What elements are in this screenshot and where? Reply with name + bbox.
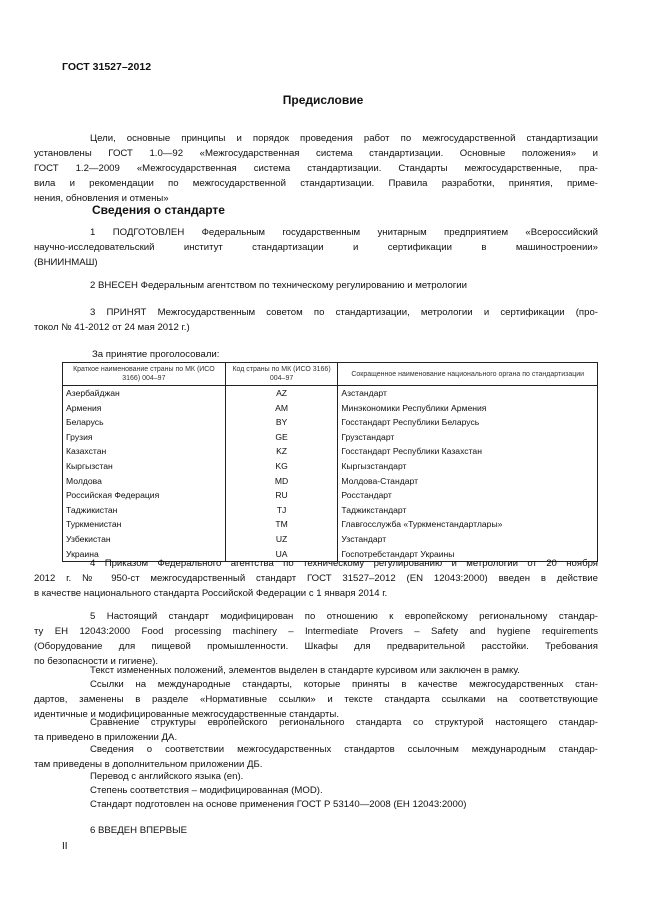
text-line: Стандарт подготовлен на основе применения ГОСТ Р 53140—2008 (ЕН 12043:2000)	[90, 799, 467, 810]
text-line: (ВНИИНМАШ)	[34, 257, 98, 268]
code-cell: KZ	[225, 444, 338, 459]
authority-cell: Грузстандарт	[338, 430, 598, 445]
item-5-comparison-paragraph	[34, 715, 598, 745]
country-cell: Кыргызстан	[63, 459, 226, 474]
country-cell: Узбекистан	[63, 532, 226, 547]
code-cell: KG	[225, 459, 338, 474]
country-cell: Туркменистан	[63, 517, 226, 532]
text-line: вила и рекомендации по межгосударственной стандартизации. Правила разработки, принятия, приме-	[34, 178, 598, 189]
authority-cell: Кыргызстандарт	[338, 459, 598, 474]
text-line: 2 ВНЕСЕН Федеральным агентством по техническому регулированию и метрологии	[90, 280, 468, 291]
text-line: Цели, основные принципы и порядок проведения работ по межгосударственной стандартизации	[90, 133, 598, 144]
table-row	[63, 401, 598, 416]
code-cell: MD	[225, 474, 338, 489]
item-6-paragraph	[62, 823, 598, 838]
item-2-paragraph	[62, 278, 598, 293]
text-line: в качестве национального стандарта Российской Федерации с 1 января 2014 г.	[34, 588, 388, 599]
text-line: токол № 41-2012 от 24 мая 2012 г.)	[34, 322, 190, 333]
text-line: там приведены в дополнительном приложении ДБ.	[34, 759, 263, 770]
text-line: 5 Настоящий стандарт модифицирован по отношению к европейскому региональному стандар-	[90, 611, 598, 622]
text-line: 4 Приказом Федерального агентства по техническому регулированию и метрологии от 20 ноября	[90, 558, 598, 569]
text-line: Сравнение структуры европейского регионального стандарта со структурой настоящего стандар-	[90, 717, 598, 728]
item-1-paragraph	[34, 225, 598, 270]
code-cell: BY	[225, 415, 338, 430]
item-5-basis-paragraph	[62, 797, 598, 812]
item-5-translation-paragraph	[62, 769, 598, 784]
code-cell: AM	[225, 401, 338, 416]
text-line: научно-исследовательский институт стандартизации и сертификации в машиностроении»	[34, 242, 598, 253]
text-line: 3 ПРИНЯТ Межгосударственным советом по стандартизации, метрологии и сертификации (про-	[90, 307, 598, 318]
country-cell: Российская Федерация	[63, 488, 226, 503]
document-header: ГОСТ 31527–2012	[62, 61, 152, 73]
text-line: ГОСТ 1.2—2009 «Межгосударственная система стандартизации. Стандарты межгосударственные, пра-	[34, 163, 598, 174]
authority-cell: Главгосслужба «Туркменстандартлары»	[338, 517, 598, 532]
code-cell: UZ	[225, 532, 338, 547]
authority-cell: Госстандарт Республики Казахстан	[338, 444, 598, 459]
country-cell: Таджикистан	[63, 503, 226, 518]
text-line: Ссылки на международные стандарты, которые приняты в качестве межгосударственных стан-	[90, 679, 598, 690]
header-code: Код страны по МК (ИСО 3166) 004–97	[225, 363, 338, 386]
text-line: та приведено в приложении ДА.	[34, 732, 178, 743]
authority-cell: Госстандарт Республики Беларусь	[338, 415, 598, 430]
header-authority: Сокращенное наименование национального органа по стандартизации	[338, 363, 598, 386]
item-5-paragraph	[34, 609, 598, 669]
authority-cell: Минэкономики Республики Армения	[338, 401, 598, 416]
text-line: дартов, заменены в разделе «Нормативные ссылки» и тексте стандарта ссылками на соответствующие	[34, 694, 598, 705]
text-line: ту ЕН 12043:2000 Food processing machinery – Intermediate Provers – Safety and hygiene requirements	[34, 626, 598, 637]
intro-paragraph	[34, 131, 598, 206]
country-cell: Армения	[63, 401, 226, 416]
country-cell: Казахстан	[63, 444, 226, 459]
table-body	[63, 386, 598, 562]
authority-cell: Росстандарт	[338, 488, 598, 503]
header-country: Краткое наименование страны по МК (ИСО 3166) 004–97	[63, 363, 226, 386]
authority-cell: Азстандарт	[338, 386, 598, 401]
authority-cell: Молдова-Стандарт	[338, 474, 598, 489]
table-row	[63, 415, 598, 430]
vote-label: За принятие проголосовали:	[92, 349, 220, 360]
country-cell: Украина	[63, 547, 226, 562]
authority-cell: Таджикстандарт	[338, 503, 598, 518]
country-cell: Грузия	[63, 430, 226, 445]
section-title: Сведения о стандарте	[92, 203, 225, 217]
table-row	[63, 532, 598, 547]
table-row	[63, 517, 598, 532]
code-cell: RU	[225, 488, 338, 503]
table-row	[63, 474, 598, 489]
table-row	[63, 488, 598, 503]
table-row	[63, 430, 598, 445]
text-line: по безопасности и гигиене).	[34, 656, 159, 667]
text-line: идентичные и модифицированные межгосударственные стандарты.	[34, 709, 339, 720]
country-cell: Беларусь	[63, 415, 226, 430]
item-3-paragraph	[34, 305, 598, 335]
authority-cell: Узстандарт	[338, 532, 598, 547]
code-cell: AZ	[225, 386, 338, 401]
table-row	[63, 386, 598, 401]
table-row	[63, 459, 598, 474]
countries-table	[62, 362, 598, 562]
code-cell: UA	[225, 547, 338, 562]
text-line: Перевод с английского языка (en).	[90, 771, 244, 782]
text-line: (Оборудование для пищевой промышленности. Шкафы для предварительной расстойки. Требования	[34, 641, 598, 652]
item-5-degree-paragraph	[62, 783, 598, 798]
text-line: 2012 г. № 950-ст межгосударственный стандарт ГОСТ 31527–2012 (EN 12043:2000) введен в действие	[34, 573, 598, 584]
text-line: установлены ГОСТ 1.0—92 «Межгосударственная система стандартизации. Основные положения» и	[34, 148, 598, 159]
authority-cell: Госпотребстандарт Украины	[338, 547, 598, 562]
text-line: нения, обновления и отмены»	[34, 193, 169, 204]
country-cell: Молдова	[63, 474, 226, 489]
text-line: 1 ПОДГОТОВЛЕН Федеральным государственным унитарным предприятием «Всероссийский	[90, 227, 598, 238]
code-cell: GE	[225, 430, 338, 445]
text-line: Текст измененных положений, элементов выделен в стандарте курсивом или заключен в рамку.	[90, 665, 520, 676]
page-title: Предисловие	[282, 93, 364, 107]
text-line: Степень соответствия – модифицированная (MOD).	[90, 785, 323, 796]
table-row	[63, 503, 598, 518]
item-5-changes-paragraph	[62, 663, 598, 678]
code-cell: TJ	[225, 503, 338, 518]
page-number: II	[62, 841, 68, 852]
text-line: Сведения о соответствии межгосударственных стандартов ссылочным международным стандар-	[90, 744, 598, 755]
table-row	[63, 444, 598, 459]
code-cell: TM	[225, 517, 338, 532]
table-header-row	[63, 363, 598, 386]
item-4-paragraph	[34, 556, 598, 601]
text-line: 6 ВВЕДЕН ВПЕРВЫЕ	[90, 825, 188, 836]
country-cell: Азербайджан	[63, 386, 226, 401]
item-5-info-paragraph	[34, 742, 598, 772]
